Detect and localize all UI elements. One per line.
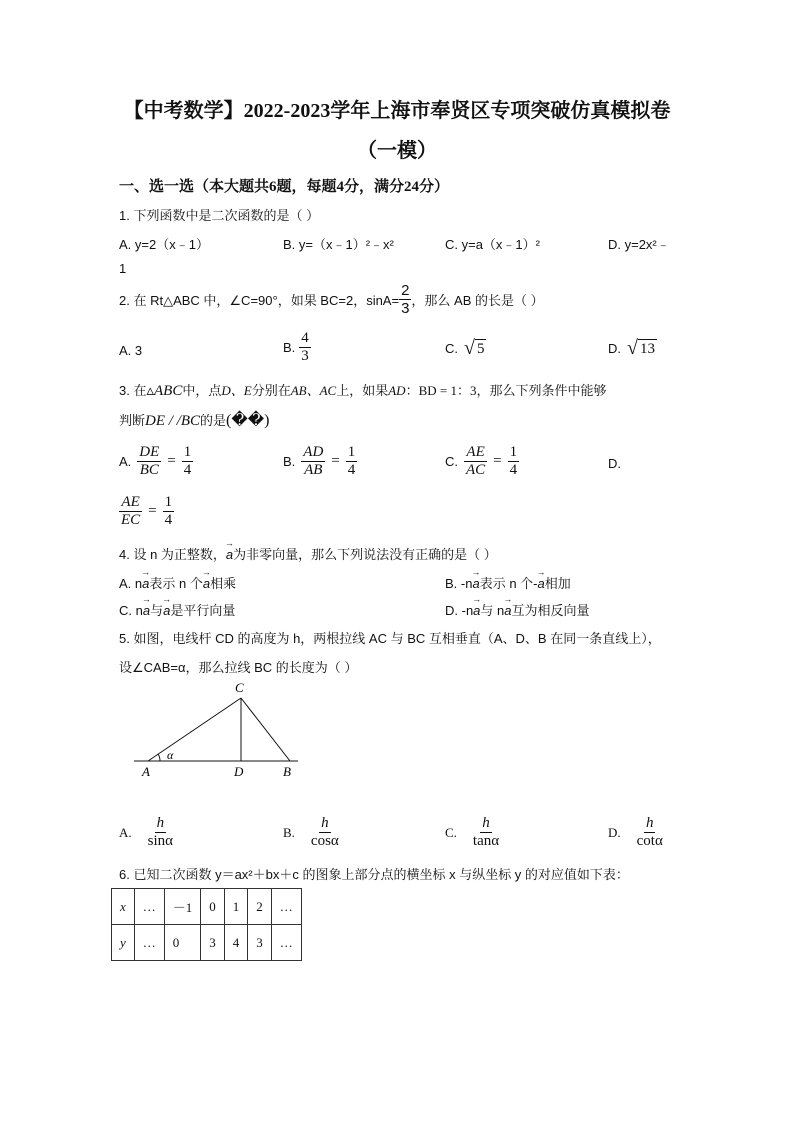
- q3-d-rhs-num: 1: [163, 494, 175, 512]
- page-title: 【中考数学】2022-2023学年上海市奉贤区专项突破仿真模拟卷: [123, 100, 671, 122]
- q5-a-label: A.: [119, 824, 132, 840]
- table-row: [112, 925, 302, 961]
- q3-a-lhs-num: DE: [137, 444, 161, 462]
- q5-line-bc: [241, 698, 290, 761]
- table-cell: y: [112, 925, 135, 961]
- q4-d-post: 互为相反向量: [511, 603, 590, 618]
- q5-c-num: h: [480, 815, 492, 833]
- q3-option-d: [119, 494, 174, 530]
- q2-sina-fraction: [399, 282, 411, 318]
- q3-points: D、E: [221, 383, 252, 398]
- q4-option-b: [445, 573, 571, 592]
- q2-b-num: 4: [299, 330, 311, 348]
- q5-stem-line1: 5. 如图，电线杆 CD 的高度为 h，两根拉线 AC 与 BC 互相垂直（A、D、B 在同一条直线上），: [119, 631, 661, 646]
- q3-b-lhs: [301, 444, 325, 480]
- q5-label-b: B: [283, 764, 291, 779]
- q4-d-vec2: → a: [504, 603, 511, 618]
- q5-a-fraction: [146, 815, 175, 851]
- q4-vector-a: → a: [226, 547, 233, 562]
- q3-l2-b: 的是: [200, 413, 227, 428]
- q5-d-den: cotα: [636, 833, 663, 850]
- q2-option-b-label: B.: [283, 340, 296, 356]
- table-cell: x: [112, 889, 135, 925]
- q4-b-vec2: → a: [538, 576, 545, 591]
- table-cell: …: [134, 889, 164, 925]
- table-cell: …: [271, 925, 301, 961]
- q2-c-radicand: 5: [476, 341, 485, 357]
- q3-option-b: [283, 444, 357, 480]
- q4-b-pre: B. -n: [445, 576, 473, 591]
- q2-option-b: [283, 330, 311, 366]
- q3-b-lhs-num: AD: [301, 444, 325, 462]
- q5-angle-arc: [158, 754, 160, 761]
- q3-c-rhs-num: 1: [508, 444, 520, 462]
- q3-blank: (��): [226, 412, 270, 429]
- q2-stem-post: ，那么 AB 的长是（ ）: [411, 293, 544, 309]
- q4-a-vec2: → a: [203, 576, 210, 591]
- q5-d-num: h: [644, 815, 656, 833]
- q6-stem: 6. 已知二次函数 y＝ax²＋bx＋c 的图象上部分点的横坐标 x 与纵坐标 y 的对应值如下表：: [119, 867, 629, 882]
- q3-a-eq: =: [167, 453, 176, 470]
- q3-ratio: ：BD = 1：3，那么下列条件中能够: [405, 383, 607, 398]
- q4-c-vec1: → a: [143, 603, 150, 618]
- table-row: [112, 889, 302, 925]
- table-cell: 3: [201, 925, 225, 961]
- q5-label-a: A: [142, 764, 150, 779]
- q5-b-label: B.: [283, 824, 295, 840]
- q5-b-den: cosα: [310, 833, 339, 850]
- q3-d-lhs-num: AE: [119, 494, 141, 512]
- q3-b-rhs-den: 4: [347, 462, 356, 479]
- q3-option-d-label: D.: [608, 456, 621, 471]
- q3-b-label: B.: [283, 454, 296, 470]
- q3-c-lhs-den: AC: [466, 462, 486, 479]
- q4-c-post: 是平行向量: [170, 603, 236, 618]
- q2-sina-den: 3: [401, 300, 410, 318]
- q4-a-pre: A. n: [119, 576, 143, 591]
- table-cell: 0: [164, 925, 201, 961]
- q3-ad: AD: [388, 383, 406, 398]
- q5-a-num: h: [155, 815, 167, 833]
- q5-a-den: sinα: [147, 833, 174, 850]
- q3-b-eq: =: [331, 453, 340, 470]
- q5-line-ac: [148, 698, 241, 761]
- q4-b-mid: 表示 n 个-: [479, 576, 538, 591]
- q3-a-rhs-den: 4: [183, 462, 192, 479]
- q3-c-rhs: [508, 444, 520, 480]
- q4-option-a: [119, 573, 236, 592]
- q3-option-c: [445, 444, 519, 480]
- q2-b-den: 3: [301, 348, 309, 365]
- q1-option-a: A. y=2（x﹣1）: [119, 237, 209, 252]
- section-heading: 一、选一选（本大题共6题，每题4分，满分24分）: [119, 179, 450, 195]
- q5-c-label: C.: [445, 824, 457, 840]
- table-cell: 2: [248, 889, 272, 925]
- q4-d-pre: D. -n: [445, 603, 474, 618]
- q5-label-c: C: [235, 680, 244, 695]
- table-cell: …: [271, 889, 301, 925]
- q3-d-rhs: [163, 494, 175, 530]
- q3-b-rhs-num: 1: [346, 444, 358, 462]
- q5-option-a: [119, 815, 175, 851]
- table-cell: 1: [224, 889, 248, 925]
- q3-l1-a: 3. 在: [119, 383, 147, 398]
- table-cell: …: [134, 925, 164, 961]
- q3-a-lhs-den: BC: [139, 462, 159, 479]
- q5-option-c: [445, 815, 501, 851]
- q3-sides: AB、AC: [290, 383, 337, 398]
- q4-a-vec1: → a: [142, 576, 149, 591]
- q3-l1-b: 中，点: [182, 383, 222, 398]
- q3-a-lhs: [137, 444, 161, 480]
- q4-c-pre: C. n: [119, 603, 143, 618]
- q2-option-a: A. 3: [119, 343, 143, 358]
- q3-b-lhs-den: AB: [304, 462, 323, 479]
- q4-option-d: [445, 600, 590, 619]
- q4-b-post: 相加: [544, 576, 571, 591]
- table-cell: 4: [224, 925, 248, 961]
- q1-stem: 1. 下列函数中是二次函数的是（ ）: [119, 208, 320, 223]
- q1-option-d-cont: 1: [119, 261, 127, 276]
- table-cell: 0: [201, 889, 225, 925]
- q3-c-lhs-num: AE: [464, 444, 486, 462]
- q5-d-label: D.: [608, 824, 621, 840]
- q2-option-c: [445, 338, 486, 358]
- q1-option-c: C. y=a（x﹣1）²: [445, 237, 540, 252]
- q3-stem-line1: [119, 380, 606, 400]
- q3-b-rhs: [346, 444, 358, 480]
- q4-a-post: 相乘: [210, 576, 237, 591]
- q3-triangle: ▵ABC: [146, 383, 183, 399]
- q4-c-mid: 与: [150, 603, 164, 618]
- q3-condition: DE / /BC: [145, 413, 201, 429]
- q5-c-den: tanα: [472, 833, 500, 850]
- q4-stem: [119, 544, 497, 563]
- q3-option-a: [119, 444, 193, 480]
- table-cell: 3: [248, 925, 272, 961]
- q2-option-c-sqrt: √ 5: [464, 337, 485, 359]
- q3-d-eq: =: [148, 503, 157, 520]
- q3-c-eq: =: [493, 453, 502, 470]
- q2-option-d: [608, 338, 657, 358]
- q2-option-d-sqrt: √ 13: [627, 337, 655, 359]
- q1-option-b: B. y=（x﹣1）²﹣x²: [283, 237, 394, 252]
- q3-stem-line2: [119, 410, 270, 430]
- q5-c-fraction: [471, 815, 501, 851]
- q3-l1-c: 分别在: [251, 383, 291, 398]
- q5-option-d: [608, 815, 665, 851]
- table-cell: －1: [164, 889, 201, 925]
- q3-l2-a: 判断: [119, 413, 146, 428]
- q4-b-vec1: → a: [472, 576, 479, 591]
- q2-stem-pre: 2. 在 Rt△ABC 中，∠C=90°，如果 BC=2，sinA=: [119, 293, 400, 309]
- q6-value-table: [111, 888, 302, 961]
- q5-label-alpha: α: [167, 748, 174, 762]
- q4-c-vec2: → a: [163, 603, 170, 618]
- q5-stem-line2: 设∠CAB=α，那么拉线 BC 的长度为（ ）: [119, 660, 358, 675]
- q3-l1-d: 上，如果: [336, 383, 389, 398]
- q5-d-fraction: [635, 815, 665, 851]
- q3-c-lhs: [464, 444, 487, 480]
- q1-option-d: D. y=2x²﹣: [608, 237, 670, 252]
- q2-sina-num: 2: [401, 282, 410, 299]
- q3-d-lhs-den: EC: [121, 512, 141, 529]
- q2-option-b-fraction: [299, 330, 311, 366]
- q4-option-c: [119, 600, 235, 619]
- q4-stem-post: 为非零向量，那么下列说法没有正确的是（ ）: [233, 547, 497, 562]
- q4-d-vec1: → a: [473, 603, 480, 618]
- q2-option-c-label: C.: [445, 340, 458, 356]
- q3-d-rhs-den: 4: [164, 512, 173, 529]
- q4-d-mid: 与 n: [480, 603, 505, 618]
- q3-c-label: C.: [445, 454, 458, 470]
- q2-option-d-label: D.: [608, 340, 621, 356]
- q4-a-mid: 表示 n 个: [149, 576, 203, 591]
- q3-a-rhs-num: 1: [182, 444, 194, 462]
- q4-stem-pre: 4. 设 n 为正整数，: [119, 547, 226, 562]
- q3-c-rhs-den: 4: [509, 462, 518, 479]
- q5-figure: [130, 678, 310, 782]
- q5-option-b: [283, 815, 341, 851]
- q2-stem: [119, 282, 544, 318]
- q5-label-d: D: [234, 764, 244, 779]
- q2-d-radicand: 13: [639, 341, 655, 357]
- q5-b-fraction: [309, 815, 341, 851]
- q5-b-num: h: [319, 815, 331, 833]
- q3-a-label: A.: [119, 454, 132, 470]
- q3-d-lhs: [119, 494, 142, 530]
- page-subtitle: （一模）: [357, 140, 437, 162]
- q3-a-rhs: [182, 444, 194, 480]
